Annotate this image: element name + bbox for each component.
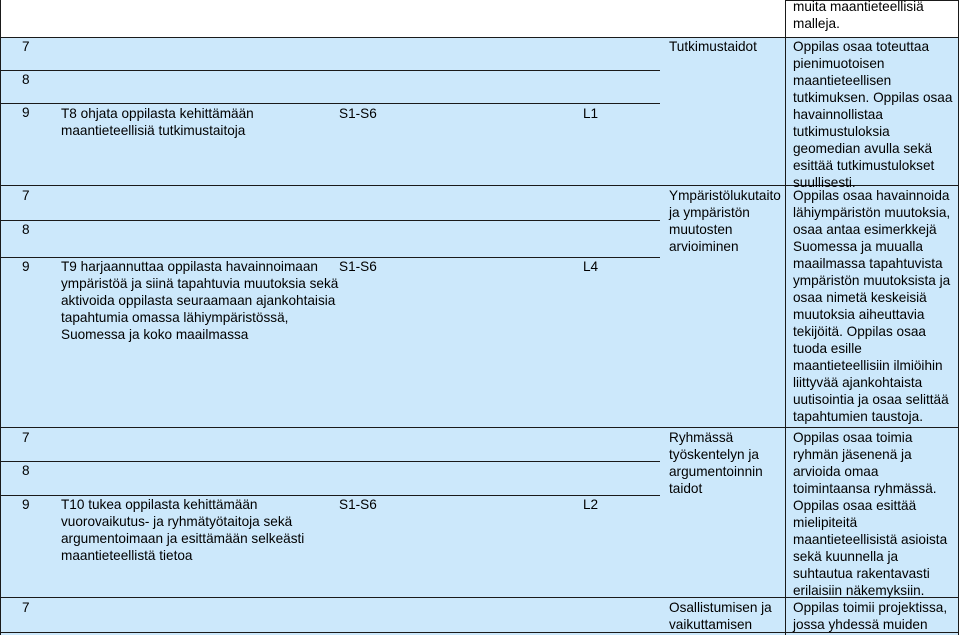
grade-label: 8: [22, 463, 30, 478]
assessment-target-line: Tutkimustaidot: [669, 39, 757, 54]
grade-label: 7: [22, 39, 30, 54]
grade-rule: [0, 70, 660, 71]
criteria-text-line: arvioida omaa: [793, 464, 879, 479]
grade-label: 9: [22, 105, 30, 120]
criteria-text-line: suullisesti.: [793, 175, 856, 190]
objective-text-line: vuorovaikutus- ja ryhmätyötaitoja sekä: [61, 514, 293, 529]
content-areas: S1-S6: [339, 106, 377, 121]
grade-label: 8: [22, 72, 30, 87]
grade-rule: [0, 461, 660, 462]
criteria-text-line: sekä kuunnella ja: [793, 549, 899, 564]
assessment-target-line: argumentoinnin: [669, 464, 763, 479]
table-rule: [0, 427, 959, 428]
criteria-text-line: havainnollistaa: [793, 107, 883, 122]
criteria-text-line: pienimuotoisen: [793, 56, 885, 71]
criteria-text-line: osaa antaa esimerkkejä: [793, 222, 937, 237]
objective-text-line: T8 ohjata oppilasta kehittämään: [61, 106, 254, 121]
criteria-text-line: muutoksia aiheuttavia: [793, 307, 925, 322]
objective-text-line: Suomessa ja koko maailmassa: [61, 327, 249, 342]
grade-rule: [0, 103, 660, 104]
objective-text-line: ympäristöä ja siinä tapahtuvia muutoksia sekä: [61, 276, 339, 291]
criteria-text-line: tutkimustuloksia: [793, 124, 890, 139]
assessment-target-line: taidot: [669, 481, 703, 496]
grade-label: 7: [22, 188, 30, 203]
transversal-competence: L1: [583, 106, 599, 121]
criteria-text-line: tuoda esille: [793, 341, 862, 356]
objective-text-line: maantieteellisiä tutkimustaitoja: [61, 123, 246, 138]
transversal-competence: L2: [583, 497, 599, 512]
table-rule-vertical: [0, 0, 1, 635]
criteria-text-line: lähiympäristön muutoksia,: [793, 205, 951, 220]
objective-text-line: aktivoida oppilasta seuraamaan ajankohtaisia: [61, 293, 336, 308]
criteria-text-line: geomedian avulla sekä: [793, 141, 933, 156]
criteria-text-line: muita maantieteellisiä: [793, 0, 924, 14]
assessment-target-line: arvioiminen: [669, 239, 739, 254]
criteria-text-line: Oppilas osaa esittää: [793, 498, 917, 513]
assessment-target-line: Ympäristölukutaito: [669, 188, 781, 203]
objective-text-line: T9 harjaannuttaa oppilasta havainnoimaan: [61, 259, 318, 274]
table-rule-vertical: [785, 0, 786, 635]
grade-label: 7: [22, 600, 30, 615]
objective-text-line: T10 tukea oppilasta kehittämään: [61, 497, 258, 512]
criteria-text-line: maantieteellisiin ilmiöihin: [793, 358, 943, 373]
criteria-text-line: mielipiteitä: [793, 515, 858, 530]
grade-label: 8: [22, 222, 30, 237]
criteria-text-line: tapahtumien taustoja.: [793, 409, 923, 424]
criteria-text-line: Oppilas osaa toteuttaa: [793, 39, 930, 54]
grade-label: 9: [22, 259, 30, 274]
criteria-text-line: suhtautua rakentavasti: [793, 566, 930, 581]
grade-rule: [0, 220, 660, 221]
criteria-text-line: Oppilas osaa havainnoida: [793, 188, 950, 203]
criteria-text-line: maailmassa tapahtuvista: [793, 256, 943, 271]
criteria-text-line: toimintaansa ryhmässä.: [793, 481, 937, 496]
criteria-text-line: tutkimuksen. Oppilas osaa: [793, 90, 953, 105]
criteria-text-line: tekijöitä. Oppilas osaa: [793, 324, 926, 339]
criteria-text-line: ryhmän jäsenenä ja: [793, 447, 912, 462]
criteria-text-line: liittyvää ajankohtaista: [793, 375, 923, 390]
assessment-target-line: Ryhmässä: [669, 430, 734, 445]
criteria-text-line: Oppilas toimii projektissa,: [793, 600, 948, 615]
criteria-text-line: erilaisiin näkemyksiin.: [793, 583, 925, 598]
criteria-text-line: uutisointia ja osaa selittää: [793, 392, 949, 407]
transversal-competence: L4: [583, 259, 599, 274]
content-areas: S1-S6: [339, 497, 377, 512]
content-areas: S1-S6: [339, 259, 377, 274]
criteria-text-line: esittää tutkimustulokset: [793, 158, 935, 173]
objective-text-line: maantieteellistä tietoa: [61, 548, 193, 563]
assessment-target-line: vaikuttamisen: [669, 617, 753, 632]
criteria-text-line: Suomessa ja muualla: [793, 239, 923, 254]
assessment-target-line: muutosten: [669, 222, 733, 237]
assessment-target-line: Osallistumisen ja: [669, 600, 772, 615]
criteria-text-line: osaa nimetä keskeisiä: [793, 290, 927, 305]
criteria-text-line: maantieteellisistä asioista: [793, 532, 948, 547]
criteria-text-line: malleja.: [793, 16, 840, 31]
objective-text-line: argumentoimaan ja esittämään selkeästi: [61, 531, 305, 546]
criteria-text-line: jossa yhdessä muiden: [793, 617, 928, 632]
grade-label: 9: [22, 497, 30, 512]
criteria-text-line: Oppilas osaa toimia: [793, 430, 913, 445]
objective-text-line: tapahtumia omassa lähiympäristössä,: [61, 310, 289, 325]
assessment-target-line: ja ympäristön: [669, 205, 750, 220]
grade-label: 7: [22, 430, 30, 445]
criteria-text-line: maantieteellisen: [793, 73, 892, 88]
criteria-text-line: ympäristön muutoksista ja: [793, 273, 951, 288]
assessment-target-line: työskentelyn ja: [669, 447, 759, 462]
